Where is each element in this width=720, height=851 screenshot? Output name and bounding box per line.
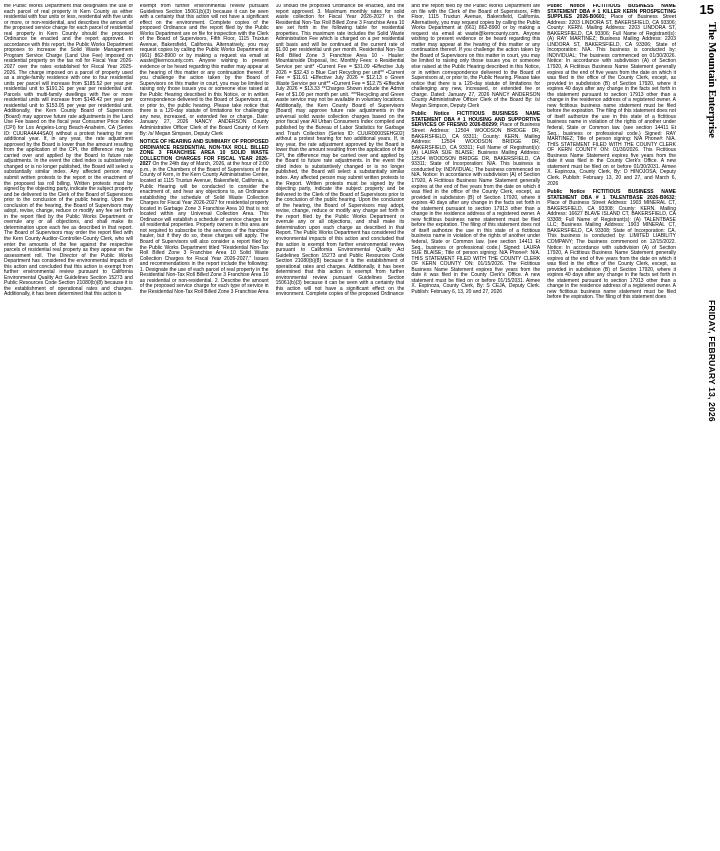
page-rail <box>680 0 720 851</box>
notice-body: the Public Works Department that designates the use of each parcel of real property in Kern County as either residential with four units or less, residential with five units or more, or non-residential, and describes the amount of the proposed service charge for each parcel of residential real property in Kern County should the proposed Ordinance be enacted and the report approved. In accordance with this report, the Public Works Department proposes to increase the Solid Waste Management Program Service Charge (Land Use Fee) imposed on residential property on the tax roll for Fiscal Year 2026-2027 over the rates established for Fiscal Year 2025-2026. The charge imposed on a parcel of property used as a single-family residence with one to four residential units per parcel will increase from $185.52 per year per residential unit to $191.31 per year per residential unit. Parcels with multi-family dwellings with five or more residential units will increase from $148.42 per year per residential unit to $153.05 per year per residential unit. Additionally, the Kern County Board of Supervisors (Board) may approve future rate adjustments in the Land Use Fee based on the fiscal year Consumer Price Index (CPI) for Los Angeles-Long Beach-Anaheim, CA (Series ID: CUURA4A44SA0) without a protest hearing for one additional year. If, in any year, the rate adjustment approved by the Board is lower than the amount resulting from the application of the CPI, the difference may be carried over and applied by the Board to future rate adjustments. In the event the cited index is substantively changed or is no longer published, the Board will select a substantially similar index. Any affected person may submit written protests to the report or the enactment of the proposed tax roll billing. Written protests must be signed by the objecting party, indicate the subject property and be delivered to the Clerk of the Board of Supervisors prior to the conclusion of the public hearing. Upon the conclusion of the hearing, the Board of Supervisors may adopt, revise, change, reduce or modify any fee set forth in the report filed by the Public Works Department or overrule any or all objections, and shall make its determination upon each fee as described in that report. The Board of Supervisors may order the report filed with the Kern County Auditor-Controller-County Clerk, who will enter the amounts of the fee against the respective parcels of residential real property as they appear on the assessment roll. The Director of the Public Works Department has considered the environmental impacts of this action and concluded that this action is exempt from further environmental review pursuant to California Environmental Quality Act Guidelines Section 15273 and Public Resources Code Section 21080(b)(8) because it is the establishment of operational rates and charges. Additionally, it has been determined that this action is <box>4 4 133 298</box>
column-2 <box>140 4 269 847</box>
page-number: 15 <box>699 2 714 17</box>
notice-body <box>547 4 676 187</box>
notice-text: On the 24th day of March, 2026, at the hour of 2:00 p.m., in the Chambers of the Board of Supervisors of the County of Kern, in the Kern County Administrative Center, located at 1115 Truxtun Avenue, Bakersfield, California, a Public Hearing will be conducted to consider the enactment of, and hear any objections to, an Ordinance establishing the schedule of Solid Waste Collection Charges for Fiscal Year 2026-2027 for residential property located in Garbage Zone 3 Franchise Area 10 that is not located within any Universal Collection Area. This Ordinance will establish a schedule of service charges for all residential properties. Property owners in this area are not required to subscribe to the services of the franchise hauler, but if they do so, these charges will apply. The Board of Supervisors will also consider a report filed by the Public Works Department titled "Residential Non-Tax Roll Billed Zone 3 Franchise Area 10 Solid Waste Collection Charges for Fiscal Year 2026-2027." Issues and recommendations in the report include the following: 1. Designate the use of each parcel of real property in the Residential Non-Tax Roll Billed Zone 3 Franchise Area 10 as residential or non-residential. 2. Describe the amount of the proposed service charge for each type of service in the Residential Non-Tax Roll Billed Zone 3 Franchise Area <box>139 161 269 295</box>
notice-heading: NOTICE OF HEARING AND SUMMARY OF PROPOSED ORDINANCE RESIDENTIAL NON-TAX ROLL BILLED ZONE 3 FRANCHISE AREA 10 SOLID WASTE COLLECTION CHARGES FOR FISCAL YEAR 2026-2027 <box>139 139 269 168</box>
notice-block <box>140 4 269 137</box>
notice-block <box>411 4 540 109</box>
notice-heading: Public Notice FICTITIOUS BUSINESS NAME STATEMENT DBA # 1 HOUSING AND SUPPORTIVE SERVICES OF FRESNO 2026-B0299 <box>411 111 541 129</box>
column-4 <box>411 4 540 847</box>
notice-body <box>547 190 676 301</box>
column-3 <box>276 4 405 847</box>
notice-block <box>4 4 133 298</box>
notice-body: 10 should the proposed Ordinance be enacted, and the report approved. 3. Maximum monthly rates for solid waste collection for Fiscal Year 2026-2027 in the Residential Non-Tax Roll Billed Zone 3 Franchise Area 10 are set forth in the following table for residential properties. This maximum rate includes the Solid Waste Administration Fee which is charged on a per residential unit basis and will be continued at the current rate of $1.00 per residential unit per month. Residential Non-Tax Roll Billed Zone 3 Franchise Area 10 - Hauler: Mountainside Disposal, Inc. Monthly Fees: o Residential Service per unit* •Current Fee = $31.09 •Effective July 2026 = $32.43 o Blue Cart Recycling per unit** •Current Fee = $11.61 •Effective July 2026 = $12.13 o Green Waste Service per unit** •Current Fee = $12.75 •Effective July 2026 = $13.33 **Charges Shown include the Admin Fee of $1.00 per month per unit. ***Recycling and Green waste service may not be available in voluntary locations. Additionally, the Kern County Board of Supervisors (Board) may approve future rate adjustments in the universal solid waste collection charges based on the prior fiscal year All Urban Consumers Index compiled and published by the Bureau of Labor Statistics for Garbage and Trash Collection (Series ID: CUUR0000SEHG02) without a protest hearing for two additional years. If, in any year, the rate adjustment approved by the Board is lower than the amount resulting from the application of the CPI, the difference may be carried over and applied by the Board to future rate adjustments. In the event the cited index is substantively changed or is no longer published, the Board will select a substantially similar index. Any affected person may submit written protests to the Report. Written protests must be signed by the objecting party, indicate the subject property and be delivered to the Clerk of the Board of Supervisors prior to the conclusion of the public hearing. Upon the conclusion of the hearing, the Board of Supervisors may adopt, revise, change, reduce or modify any charge set forth in the report filed by the Public Works Department or overrule any or all objections, and shall make its determination upon each charge as described in that Report. The Public Works Department has considered the environmental impacts of this action and concluded that this action is exempt from further environmental review pursuant to California Environmental Quality Act Guidelines Section 15273 and Public Resources Code Section 21080(b)(8) because it is the establishment of operational rates and charges. Additionally, it has been determined that this action is exempt from further environmental review pursuant Guidelines Section 15061(b)(3) because it can be seen with a certainty that this action will not have a significant effect on the environment. Complete copies of the proposed Ordinance <box>275 4 405 298</box>
notice-block <box>547 190 676 301</box>
notice-heading: Public Notice FICTITIOUS BUSINESS NAME STATEMENT DBA # 1 TALENTBASE 2026-B0632 <box>547 189 676 201</box>
notice-block <box>276 4 405 298</box>
notice-text: ; Place of Business Street Address: 2203 LINDORA ST, BAKERSFIELD, CA 93306; County: KERN. Mailing Address: 2203 LINDORA ST, BAKERSFIELD, CA 93306; Full Name of Registrant(s): (A) RAY MARTINEZ; Business Mailing Address: 2203 LINDORA ST, BAKERSFIELD, CA 93306; State of Incorporation: N/A. This business is conducted by: INDIVIDUAL; The business commenced on 01/30/2026. Notice: In accordance with subdivision (A) of Section 17920, A Fictitious Business Name Statement generally expires at the end of five years from the date on which it was filed in the office of the County Clerk, except, as provided in subdivision (B) of Section 17920, where it expires 40 days after any change in the facts set forth in the statement pursuant to section 17913 other than a change in the residence address of a registered owner. A new fictitious business name statement must be filed before the expiration. The filing of this statement does not of itself authorize the use in this state of a fictitious business name in violation of the rights of another under federal, State or Common law. (see section 14411 Et Seq., business or professional code.) Signed: RAY MARTINEZ; Title of person signing: N/A Phone#: N/A. THIS STATEMENT FILED WITH THE COUNTY CLERK OF KERN COUNTY ON: 01/30/2026. This Fictitious Business Name Statement expires five years from the date it was filed in the County Clerk's Office. A new statement must be filed on or before 01/30/2031. Aimee X. Espinoza, County Clerk, By: D HINOJOSA, Deputy Clerk. Publish: February 13, 20 and 27, and March 6, 2026 <box>547 14 676 187</box>
notice-body <box>140 140 269 295</box>
notice-body: and the report filed by the Public Works Department are on file with the Clerk of the Board of Supervisors, Fifth Floor, 1115 Truxtun Avenue, Bakersfield, California. Alternatively, you may request copies by calling the Public Works Department at (661) 862-8900 or by making a request via email at waste@kerncounty.com. Anyone wishing to present evidence or be heard regarding this matter may appear at the hearing of this matter or any continuation thereof. If you challenge the action taken by the Board of Supervisors on this matter in court, you may be limited to raising only those issues you or someone else raised at the Public Hearing described in this Notice, or in written correspondence delivered to the Board of Supervisors at, or prior to, the Public Hearing. Please take notice that there is a 120-day statute of limitations for challenging any new, increased, or extended fee or charge. Dated: January 27, 2026 NANCY ANDERSON County Administrative Officer Clerk of the Board By: /s/ Megan Simpson, Deputy Clerk <box>411 4 541 109</box>
notice-body <box>411 112 540 295</box>
notice-block <box>547 4 676 187</box>
notice-body: exempt from further environmental review pursuant Guidelines Section 15061(b)(3) because it can be seen with a certainty that this action will not have a significant effect on the environment. Complete copies of the proposed Ordinance and the report filed by the Public Works Department are on file for inspection with the Clerk of the Board of Supervisors, Fifth Floor, 1115 Truxtun Avenue, Bakersfield, California. Alternatively, you may request copies by calling the Public Works Department at (661) 862-8900 or by making a request via email at waste@kerncounty.com. Anyone wishing to present evidence or be heard regarding this matter may appear at the hearing of this matter or any continuation thereof. If you challenge the action taken by the Board of Supervisors on this matter in court, you may be limited to raising only those issues you or someone else raised at the Public Hearing described in this Notice, or in written correspondence delivered to the Board of Supervisors at, or prior to, the public hearing. Please take notice that there is a 120-day statute of limitations for challenging any new, increased, or extended fee or charge. Date: January 27, 2026 NANCY ANDERSON County Administrative Officer Clerk of the Board County of Kern By: /s/ Megan Simpson, Deputy Clerk <box>139 4 269 137</box>
notice-block <box>411 112 540 295</box>
masthead-vertical: The Mountain Enterprise <box>706 22 718 138</box>
notice-block <box>140 140 269 295</box>
notice-text: ; Place of Business Street Address: 1903 MINERAL CT, BAKERSFIELD, CA 93308; County: KERN. Mailing Address: 16627 BLAVE ISLAND CT, BAKERSFIELD, CA 93308; Full Name of Registrant(s): (A) TALENTBASE LLC; Business Mailing Address: 1903 MINERAL CT, BAKERSFIELD, CA 93308; State of Incorporation: CA. This business is conducted by: LIMITED LIABILITY COMPANY; The business commenced on 12/15/2022. Notice: In accordance with subdivision (A) of Section 17920, A Fictitious Business Name Statement generally expires at the end of five years from the date on which it was filed in the office of the County Clerk, except, as provided in subdivision (B) of Section 17920, where it expires 40 days after any change in the facts set forth in the statement pursuant to section 17913 other than a change in the residence address of a registered owner. A new fictitious business name statement must be filed before the expiration. The filing of this statement does <box>547 194 676 301</box>
column-1 <box>4 4 133 847</box>
issue-date-vertical: FRIDAY, FEBRUARY 13, 2026 <box>707 300 717 422</box>
classifieds-columns <box>4 4 676 847</box>
column-5 <box>547 4 676 847</box>
notice-heading: Public Notice FICTITIOUS BUSINESS NAME STATEMENT DBA # 1 KILLER KERN PROSPECTING SUPPLIES 2026-B0601 <box>547 4 676 21</box>
notice-text: ; Place of Business Street Address: 12504 WOODSON BRIDGE DR, BAKERSFIELD, CA 93311; County: KERN. Mailing Address: 12504 WOODSON BRIDGE DR, BAKERSFIELD, CA 93311; Full Name of Registrant(s): (A) LAURA SUE BLAISE; Business Mailing Address: 12504 WOODSON BRIDGE DR, BAKERSFIELD, CA 93311; State of Incorporation: N/A. This business is conducted by: INDIVIDUAL; The business commenced on N/A. Notice: In accordance with subdivision (A) of Section 17920, A Fictitious Business Name Statement generally expires at the end of five years from the date on which it was filed in the office of the County Clerk, except, as provided in subdivision (B) of Section 17920, where it expires 40 days after any change in the facts set forth in the statement pursuant to section 17913 other than a change in the residence address of a registered owner. A new fictitious business name statement must be filed before the expiration. The filing of this statement does not of itself authorize the use in this state of a fictitious business name in violation of the rights of another under federal, State or Common law. (see section 14411 Et Seq., business or professional code.) Signed: LAURA SUE BLAISE; Title of person signing: N/A Phone#: N/A. THIS STATEMENT FILED WITH THE COUNTY CLERK OF KERN COUNTY ON: 01/15/2026. The Fictitious Business Name Statement expires five years from the date it was filed in the County Clerk's Office. A new statement must be filed on or before 01/15/2031. Aimee X. Espinoza, County Clerk, By: S CEJA, Deputy Clerk. Publish: February 6, 13, 20 and 27, 2026 <box>411 122 541 295</box>
